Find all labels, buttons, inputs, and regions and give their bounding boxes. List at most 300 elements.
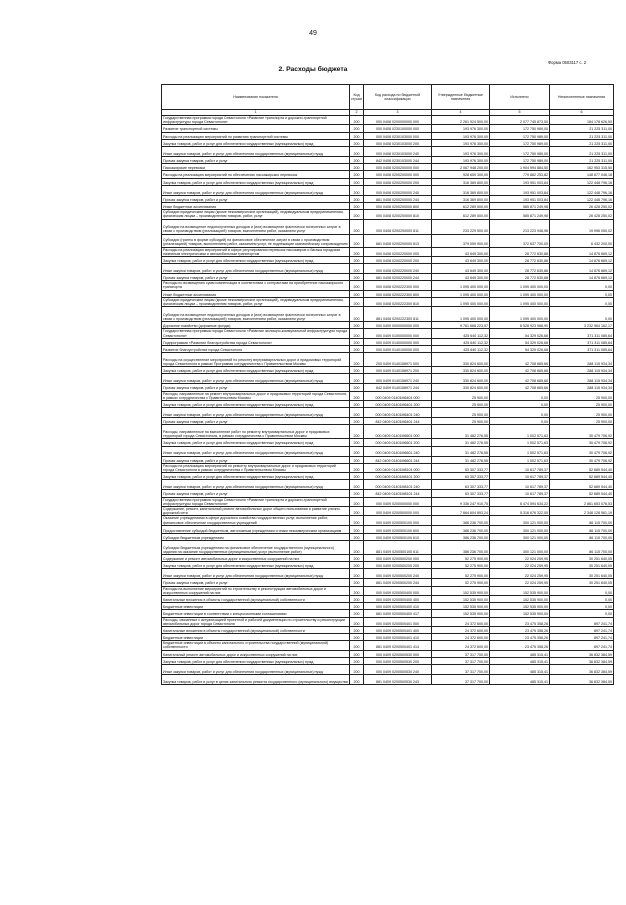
table-row <box>162 586 614 595</box>
row-line-code-cell: 200 <box>350 264 364 274</box>
row-line-code-cell: 200 <box>350 506 364 515</box>
row-classification-code-cell: 000 0408 0200200000 811 <box>364 219 432 234</box>
row-unexecuted-cell: 14 876 669,12 <box>550 264 614 274</box>
row-line-code-cell: 200 <box>350 408 364 418</box>
row-unexecuted-cell: 25 900,00 <box>550 391 614 400</box>
row-line-code-cell: 200 <box>350 202 364 209</box>
row-approved-cell: 63 307 333,77 <box>432 463 490 472</box>
row-executed-cell: 1 002 571,63 <box>490 425 550 439</box>
row-unexecuted-cell: 19 996 050,02 <box>550 219 614 234</box>
row-classification-code-cell: 000 0408 0200222300 810 <box>364 297 432 306</box>
row-line-code-cell: 200 <box>350 650 364 657</box>
row-line-code-cell: 200 <box>350 480 364 490</box>
table-row <box>162 579 614 586</box>
row-executed-cell: 0,00 <box>490 408 550 418</box>
row-name-cell: Иные закупки товаров, работ и услуг для обеспечения государственных (муниципальных) нужд <box>162 264 350 274</box>
table-row <box>162 178 614 185</box>
row-executed-cell: 54 329 026,68 <box>490 329 550 338</box>
row-name-cell: Закупка товаров, работ и услуг для обеспечения государственных (муниципальных) нужд <box>162 367 350 374</box>
row-unexecuted-cell: 26 428 250,02 <box>550 210 614 219</box>
table-row <box>162 554 614 561</box>
table-row <box>162 219 614 234</box>
row-executed-cell: 6 474 594 634,22 <box>490 497 550 506</box>
row-unexecuted-cell: 30 479 706,92 <box>550 425 614 439</box>
row-executed-cell: 1 095 400 000,00 <box>490 307 550 322</box>
row-unexecuted-cell: 52 689 544,40 <box>550 480 614 490</box>
row-classification-code-cell: 000 0409 0200500401 410 <box>364 634 432 641</box>
row-name-cell: Расходы по возмещению сумм компенсации в соответствии с контрактами на приобретение пассажирского транспорта <box>162 281 350 290</box>
row-unexecuted-cell: 371 311 085,64 <box>550 329 614 338</box>
row-name-cell: Расходы на выполнение мероприятий по строительству и реконструкции автомобильных дорог и искусственных сооружений на них <box>162 586 350 595</box>
row-line-code-cell: 200 <box>350 329 364 338</box>
row-line-code-cell: 200 <box>350 307 364 322</box>
row-approved-cell: 386 236 700,00 <box>432 525 490 533</box>
row-name-cell: Расходы на реализацию мероприятий по обеспечению пассажирских перевозок <box>162 171 350 178</box>
row-line-code-cell: 200 <box>350 297 364 306</box>
row-name-cell: Иные закупки товаров, работ и услуг для обеспечения государственных (муниципальных) нужд <box>162 408 350 418</box>
row-approved-cell: 612 289 500,00 <box>432 202 490 209</box>
row-classification-code-cell: 000 0408 0200200000 800 <box>364 202 432 209</box>
row-unexecuted-cell: 2 348 128 561,19 <box>550 506 614 515</box>
row-approved-cell: 52 275 900,00 <box>432 569 490 579</box>
row-approved-cell: 24 372 600,00 <box>432 641 490 650</box>
index-cell: 1 <box>162 110 350 116</box>
row-name-cell: Расходы на реализацию мероприятий по развитию транспортной системы <box>162 132 350 139</box>
row-classification-code-cell: 000 0409 01401M8101 240 <box>364 480 432 490</box>
row-classification-code-cell: 842 0409 01401M6401 244 <box>364 418 432 425</box>
row-approved-cell: 928 659 300,00 <box>432 171 490 178</box>
row-unexecuted-cell: 0,00 <box>550 586 614 595</box>
row-line-code-cell: 200 <box>350 497 364 506</box>
row-classification-code-cell: 842 0408 0230103000 244 <box>364 156 432 163</box>
table-row <box>162 307 614 322</box>
row-unexecuted-cell: 122 448 796,16 <box>550 185 614 195</box>
table-row <box>162 665 614 675</box>
row-executed-cell: 0,00 <box>490 401 550 408</box>
row-line-code-cell: 200 <box>350 490 364 497</box>
row-executed-cell: 23 475 358,26 <box>490 617 550 626</box>
row-approved-cell: 1 095 400 000,00 <box>432 297 490 306</box>
row-line-code-cell: 200 <box>350 290 364 297</box>
row-executed-cell: 193 951 003,84 <box>490 178 550 185</box>
row-line-code-cell: 200 <box>350 562 364 569</box>
row-line-code-cell: 200 <box>350 156 364 163</box>
table-row <box>162 425 614 439</box>
row-executed-cell: 10 617 789,37 <box>490 463 550 472</box>
row-line-code-cell: 200 <box>350 247 364 256</box>
row-unexecuted-cell: 26 428 250,02 <box>550 202 614 209</box>
row-name-cell: Прочая закупка товаров, работ и услуг <box>162 579 350 586</box>
row-approved-cell: 386 236 700,00 <box>432 516 490 525</box>
row-unexecuted-cell: 36 832 384,59 <box>550 675 614 685</box>
row-classification-code-cell: 000 0409 0200500400 000 <box>364 586 432 595</box>
row-classification-code-cell: 000 0409 0000000000 000 <box>364 322 432 329</box>
row-approved-cell: 152 535 900,00 <box>432 586 490 595</box>
table-row <box>162 264 614 274</box>
row-unexecuted-cell: 52 689 544,40 <box>550 490 614 497</box>
table-row <box>162 408 614 418</box>
row-executed-cell: 10 617 789,37 <box>490 480 550 490</box>
row-approved-cell: 152 535 900,00 <box>432 603 490 610</box>
row-line-code-cell: 200 <box>350 219 364 234</box>
row-unexecuted-cell: 25 900,00 <box>550 418 614 425</box>
row-line-code-cell: 200 <box>350 533 364 540</box>
row-classification-code-cell: 000 0409 0200500000 000 <box>364 506 432 515</box>
row-approved-cell: 316 369 800,00 <box>432 195 490 202</box>
header-classification-code: Код расхода по бюджетной классификации <box>364 85 432 110</box>
row-executed-cell: 0,00 <box>490 418 550 425</box>
row-name-cell: Закупка товаров, работ и услуг для обеспечения государственных (муниципальных) нужд <box>162 657 350 664</box>
row-line-code-cell: 200 <box>350 132 364 139</box>
row-name-cell: Субсидии (гранты в форме субсидий) на финансовое обеспечение затрат в связи с производством (реализацией) товаров, выполнением работ, оказанием услуг, не подлежащие казначейскому сопровождению <box>162 234 350 247</box>
table-row <box>162 367 614 374</box>
row-classification-code-cell: 881 0409 0200500400 417 <box>364 610 432 617</box>
table-row <box>162 346 614 353</box>
row-classification-code-cell: 881 0409 0200500401 414 <box>364 641 432 650</box>
row-unexecuted-cell: 162 953 315,50 <box>550 164 614 171</box>
header-approved: Утвержденные бюджетные назначения <box>432 85 490 110</box>
row-approved-cell: 25 900,00 <box>432 408 490 418</box>
row-name-cell: Закупка товаров, работ и услуг в целях капитального ремонта государственного (муниципального) имущества <box>162 675 350 685</box>
row-line-code-cell: 200 <box>350 425 364 439</box>
row-name-cell: Капитальные вложения в объекты государственной (муниципальной) собственности <box>162 626 350 633</box>
row-unexecuted-cell: 0,00 <box>550 610 614 617</box>
row-approved-cell: 1 095 400 000,00 <box>432 307 490 322</box>
table-header-row <box>162 85 614 110</box>
row-unexecuted-cell: 0,00 <box>550 595 614 602</box>
row-classification-code-cell: 000 0408 0200200000 200 <box>364 178 432 185</box>
table-row <box>162 525 614 533</box>
row-classification-code-cell: 000 0409 0200500100 600 <box>364 525 432 533</box>
table-row <box>162 195 614 202</box>
index-cell: 2 <box>350 110 364 116</box>
row-approved-cell: 37 317 700,00 <box>432 657 490 664</box>
row-line-code-cell: 200 <box>350 367 364 374</box>
row-executed-cell: 1 095 400 000,00 <box>490 297 550 306</box>
row-unexecuted-cell: 21 225 311,00 <box>550 125 614 132</box>
row-executed-cell: 485 315,41 <box>490 650 550 657</box>
row-classification-code-cell: 000 0408 0200200000 000 <box>364 171 432 178</box>
row-line-code-cell: 200 <box>350 353 364 367</box>
row-line-code-cell: 200 <box>350 626 364 633</box>
row-name-cell: Иные бюджетные ассигнования <box>162 202 350 209</box>
row-executed-cell: 485 315,41 <box>490 657 550 664</box>
row-unexecuted-cell: 3 232 964 162,17 <box>550 322 614 329</box>
row-executed-cell: 300 121 000,00 <box>490 525 550 533</box>
table-row <box>162 274 614 281</box>
row-approved-cell: 31 482 276,55 <box>432 446 490 456</box>
row-classification-code-cell: 000 0408 0200200000 240 <box>364 185 432 195</box>
row-classification-code-cell: 000 0409 01401M8101 000 <box>364 463 432 472</box>
row-name-cell: Закупка товаров, работ и услуг для обеспечения государственных (муниципальных) нужд <box>162 439 350 446</box>
row-executed-cell: 300 121 000,00 <box>490 533 550 540</box>
row-executed-cell: 152 535 900,00 <box>490 586 550 595</box>
row-unexecuted-cell: 30 479 706,92 <box>550 456 614 463</box>
row-unexecuted-cell: 0,00 <box>550 307 614 322</box>
row-unexecuted-cell: 36 832 384,59 <box>550 650 614 657</box>
row-line-code-cell: 200 <box>350 634 364 641</box>
row-classification-code-cell: 881 0408 0200222300 811 <box>364 307 432 322</box>
row-name-cell: Иные закупки товаров, работ и услуг для обеспечения государственных (муниципальных) нужд <box>162 146 350 156</box>
row-unexecuted-cell: 30 479 706,92 <box>550 446 614 456</box>
row-name-cell: Бюджетные инвестиции в соответствии с концессионными соглашениями <box>162 610 350 617</box>
row-approved-cell: 386 236 700,00 <box>432 540 490 554</box>
row-approved-cell: 386 236 700,00 <box>432 533 490 540</box>
row-name-cell: Прочая закупка товаров, работ и услуг <box>162 195 350 202</box>
row-approved-cell: 24 372 600,00 <box>432 626 490 633</box>
header-name: Наименование показателя <box>162 85 350 110</box>
row-line-code-cell: 200 <box>350 281 364 290</box>
index-cell: 4 <box>432 110 490 116</box>
row-approved-cell: 25 900,00 <box>432 391 490 400</box>
row-classification-code-cell: 000 0409 01401M8101 200 <box>364 473 432 480</box>
row-name-cell: Содержание, ремонт, капитальный ремонт автомобильных дорог общего пользования и развитие улично-дорожной сети <box>162 506 350 515</box>
row-line-code-cell: 200 <box>350 139 364 146</box>
row-approved-cell: 52 275 900,00 <box>432 554 490 561</box>
row-executed-cell: 1 002 571,63 <box>490 446 550 456</box>
row-classification-code-cell: 881 0409 0200500530 243 <box>364 675 432 685</box>
table-row <box>162 146 614 156</box>
row-name-cell: Дорожное хозяйство (дорожные фонды) <box>162 322 350 329</box>
row-classification-code-cell: 842 0409 0140158971 244 <box>364 384 432 391</box>
table-row <box>162 401 614 408</box>
row-name-cell: Иные закупки товаров, работ и услуг для обеспечения государственных (муниципальных) нужд <box>162 374 350 384</box>
row-classification-code-cell: 000 0409 0200000000 000 <box>364 497 432 506</box>
row-unexecuted-cell: 30 251 640,05 <box>550 562 614 569</box>
row-approved-cell: 330 824 600,00 <box>432 367 490 374</box>
row-executed-cell: 585 871 249,98 <box>490 202 550 209</box>
row-executed-cell: 152 535 900,00 <box>490 610 550 617</box>
row-approved-cell: 152 535 900,00 <box>432 595 490 602</box>
row-unexecuted-cell: 0,00 <box>550 290 614 297</box>
row-classification-code-cell: 881 0409 0200500100 611 <box>364 540 432 554</box>
row-line-code-cell: 200 <box>350 418 364 425</box>
table-row <box>162 473 614 480</box>
row-classification-code-cell: 000 0409 0140158971 240 <box>364 374 432 384</box>
row-line-code-cell: 200 <box>350 603 364 610</box>
row-classification-code-cell: 000 0409 0200500401 400 <box>364 626 432 633</box>
row-executed-cell: 193 951 003,84 <box>490 185 550 195</box>
table-row <box>162 185 614 195</box>
row-unexecuted-cell: 86 115 700,00 <box>550 516 614 525</box>
row-approved-cell: 425 640 112,32 <box>432 338 490 345</box>
row-unexecuted-cell: 288 115 934,34 <box>550 367 614 374</box>
row-executed-cell: 1 904 994 884,50 <box>490 164 550 171</box>
row-name-cell: Прочая закупка товаров, работ и услуг <box>162 156 350 163</box>
row-approved-cell: 37 317 700,00 <box>432 650 490 657</box>
row-name-cell: Содержание и ремонт автомобильных дорог и искусственных сооружений на них <box>162 554 350 561</box>
row-name-cell: Государственная программа города Севастополя «Развитие жилищно-коммунальной инфраструктуры города Севастополя» <box>162 329 350 338</box>
row-approved-cell: 43 649 300,00 <box>432 247 490 256</box>
row-executed-cell: 42 708 665,66 <box>490 353 550 367</box>
row-line-code-cell: 200 <box>350 463 364 472</box>
table-row <box>162 156 614 163</box>
row-unexecuted-cell: 371 311 085,64 <box>550 338 614 345</box>
row-executed-cell: 10 617 789,37 <box>490 490 550 497</box>
row-classification-code-cell: 000 0409 0100000000 000 <box>364 329 432 338</box>
row-classification-code-cell: 881 0409 0200500200 244 <box>364 579 432 586</box>
row-line-code-cell: 200 <box>350 322 364 329</box>
row-executed-cell: 28 772 630,88 <box>490 264 550 274</box>
table-row <box>162 256 614 263</box>
row-approved-cell: 425 640 112,32 <box>432 329 490 338</box>
row-executed-cell: 23 475 358,26 <box>490 641 550 650</box>
row-unexecuted-cell: 0,00 <box>550 281 614 290</box>
row-executed-cell: 152 535 900,00 <box>490 595 550 602</box>
row-name-cell: Иные закупки товаров, работ и услуг для обеспечения государственных (муниципальных) нужд <box>162 665 350 675</box>
row-name-cell: Государственная программа города Севастополя «Развитие транспорта и дорожно-транспортной инфраструктуры города Севастополя» <box>162 116 350 125</box>
row-classification-code-cell: 000 0409 01401M6601 200 <box>364 439 432 446</box>
row-unexecuted-cell: 36 832 384,59 <box>550 665 614 675</box>
row-unexecuted-cell: 6 432 200,00 <box>550 234 614 247</box>
row-executed-cell: 28 772 630,88 <box>490 274 550 281</box>
row-name-cell: Развитие транспортной системы <box>162 125 350 132</box>
row-classification-code-cell: 000 0408 0230103000 200 <box>364 139 432 146</box>
row-executed-cell: 152 535 900,00 <box>490 603 550 610</box>
table-row <box>162 322 614 329</box>
row-unexecuted-cell: 86 115 700,00 <box>550 533 614 540</box>
row-approved-cell: 63 307 333,77 <box>432 490 490 497</box>
table-row <box>162 116 614 125</box>
row-line-code-cell: 200 <box>350 185 364 195</box>
row-classification-code-cell: 000 0409 0200500530 000 <box>364 650 432 657</box>
row-name-cell: Капитальные вложения в объекты государственной (муниципальной) собственности <box>162 595 350 602</box>
row-classification-code-cell: 000 0408 0230103000 240 <box>364 146 432 156</box>
row-name-cell: Расходы, связанные с актуализацией проектной и рабочей документации по строительству и реконструкции автомобильных дорог города Севастополя <box>162 617 350 626</box>
table-row <box>162 562 614 569</box>
row-name-cell: Субсидии бюджетным учреждениям на финансовое обеспечение государственного (муниципального) задания на оказание государственных (муниципальных) услуг (выполнение работ) <box>162 540 350 554</box>
table-row <box>162 125 614 132</box>
row-executed-cell: 1 095 400 000,00 <box>490 281 550 290</box>
row-line-code-cell: 200 <box>350 125 364 132</box>
row-name-cell: Закупка товаров, работ и услуг для обеспечения государственных (муниципальных) нужд <box>162 178 350 185</box>
row-executed-cell: 585 871 249,98 <box>490 210 550 219</box>
table-row <box>162 164 614 171</box>
row-executed-cell: 22 024 259,95 <box>490 554 550 561</box>
row-classification-code-cell: 000 0409 0200500200 000 <box>364 554 432 561</box>
row-unexecuted-cell: 14 876 669,12 <box>550 256 614 263</box>
row-classification-code-cell: 000 0408 0200220000 240 <box>364 264 432 274</box>
table-row <box>162 329 614 338</box>
table-row <box>162 506 614 515</box>
row-executed-cell: 172 750 989,00 <box>490 156 550 163</box>
row-line-code-cell: 200 <box>350 346 364 353</box>
row-approved-cell: 52 275 900,00 <box>432 562 490 569</box>
row-name-cell: Закупка товаров, работ и услуг для обеспечения государственных (муниципальных) нужд <box>162 401 350 408</box>
row-classification-code-cell: 000 0408 0200222300 000 <box>364 281 432 290</box>
row-approved-cell: 43 649 300,00 <box>432 264 490 274</box>
row-line-code-cell: 200 <box>350 516 364 525</box>
row-executed-cell: 5 316 676 322,05 <box>490 506 550 515</box>
table-row <box>162 675 614 685</box>
table-row <box>162 634 614 641</box>
row-approved-cell: 193 976 300,00 <box>432 139 490 146</box>
row-unexecuted-cell: 21 225 311,00 <box>550 139 614 146</box>
row-name-cell: Прочая закупка товаров, работ и услуг <box>162 384 350 391</box>
row-classification-code-cell: 000 0408 0230100000 000 <box>364 125 432 132</box>
row-name-cell: Бюджетные инвестиции <box>162 603 350 610</box>
row-executed-cell: 1 002 571,63 <box>490 456 550 463</box>
row-approved-cell: 330 824 600,00 <box>432 384 490 391</box>
index-cell: 3 <box>364 110 432 116</box>
row-unexecuted-cell: 14 876 669,12 <box>550 247 614 256</box>
row-approved-cell: 43 649 300,00 <box>432 256 490 263</box>
row-unexecuted-cell: 86 115 700,00 <box>550 525 614 533</box>
row-line-code-cell: 200 <box>350 579 364 586</box>
row-name-cell: Расходы на реализацию мероприятий по ремонту внутриквартальных дорог и придомовых территорий города Севастополя в рамках сотрудничества с Правительством Москвы <box>162 463 350 472</box>
row-unexecuted-cell: 288 115 934,34 <box>550 384 614 391</box>
row-classification-code-cell: 000 0409 01401M6601 000 <box>364 425 432 439</box>
row-executed-cell: 22 024 259,95 <box>490 569 550 579</box>
header-unexecuted: Неисполненные назначения <box>550 85 614 110</box>
row-executed-cell: 22 024 259,95 <box>490 579 550 586</box>
row-approved-cell: 63 307 333,77 <box>432 480 490 490</box>
row-executed-cell: 2 077 745 873,50 <box>490 116 550 125</box>
table-body <box>162 116 614 685</box>
row-executed-cell: 172 750 989,00 <box>490 139 550 146</box>
row-unexecuted-cell: 21 225 311,00 <box>550 146 614 156</box>
row-approved-cell: 316 369 800,00 <box>432 185 490 195</box>
row-executed-cell: 28 772 630,88 <box>490 256 550 263</box>
row-approved-cell: 330 824 600,00 <box>432 353 490 367</box>
row-approved-cell: 425 640 112,32 <box>432 346 490 353</box>
row-line-code-cell: 200 <box>350 446 364 456</box>
row-classification-code-cell: 881 0408 0200200000 244 <box>364 195 432 202</box>
row-approved-cell: 193 976 300,00 <box>432 125 490 132</box>
row-name-cell: Субсидии юридическим лицам (кроме некоммерческих организаций), индивидуальным предпринимателям, физическим лицам – производителям товаров, работ, услуг <box>162 210 350 219</box>
row-unexecuted-cell: 25 900,00 <box>550 408 614 418</box>
row-classification-code-cell: 000 0409 0140000000 000 <box>364 338 432 345</box>
row-line-code-cell: 200 <box>350 391 364 400</box>
row-name-cell: Субсидии на возмещение недополученных доходов и (или) возмещение фактически понесенных затрат в связи с производством (реализацией) товаров, выполнением работ, оказанием услуг <box>162 219 350 234</box>
row-executed-cell: 1 002 571,63 <box>490 439 550 446</box>
table-row <box>162 391 614 400</box>
row-line-code-cell: 200 <box>350 665 364 675</box>
row-executed-cell: 1 095 400 000,00 <box>490 290 550 297</box>
row-unexecuted-cell: 0,00 <box>550 603 614 610</box>
row-approved-cell: 612 289 500,00 <box>432 210 490 219</box>
row-executed-cell: 193 951 003,84 <box>490 195 550 202</box>
table-row <box>162 132 614 139</box>
row-name-cell: Иные закупки товаров, работ и услуг для обеспечения государственных (муниципальных) нужд <box>162 480 350 490</box>
row-line-code-cell: 200 <box>350 171 364 178</box>
row-line-code-cell: 200 <box>350 610 364 617</box>
row-executed-cell: 54 329 026,68 <box>490 338 550 345</box>
table-row <box>162 384 614 391</box>
row-line-code-cell: 200 <box>350 374 364 384</box>
row-name-cell: Предоставление субсидий бюджетным, автономным учреждениям и иным некоммерческим организациям <box>162 525 350 533</box>
row-line-code-cell: 200 <box>350 641 364 650</box>
form-label: Форма 0503117 с. 2 <box>548 60 587 65</box>
table-row <box>162 446 614 456</box>
row-classification-code-cell: 881 0408 0200200000 813 <box>364 234 432 247</box>
row-name-cell: Субсидии юридическим лицам (кроме некоммерческих организаций), индивидуальным предпринимателям, физическим лицам – производителям товаров, работ, услуг <box>162 297 350 306</box>
row-approved-cell: 52 275 900,00 <box>432 579 490 586</box>
row-name-cell: Расходы на осуществление мероприятий по ремонту внутриквартальных дорог и придомовых территорий города Севастополя в рамках Программы сотрудничества с Правительством Москвы <box>162 353 350 367</box>
table-row <box>162 641 614 650</box>
row-executed-cell: 28 772 630,88 <box>490 247 550 256</box>
row-classification-code-cell: 000 0409 0200500400 400 <box>364 595 432 602</box>
row-approved-cell: 31 482 276,55 <box>432 425 490 439</box>
row-classification-code-cell: 000 0408 0200000000 000 <box>364 116 432 125</box>
row-name-cell: Расходы на реализацию мероприятий в сфере регулирования перевозок пассажиров и багажа городским наземным электрическим и автомобильным транспортом <box>162 247 350 256</box>
row-classification-code-cell: 000 0409 0200500200 200 <box>364 562 432 569</box>
row-approved-cell: 25 900,00 <box>432 401 490 408</box>
row-unexecuted-cell: 30 251 640,05 <box>550 579 614 586</box>
row-approved-cell: 63 307 333,77 <box>432 473 490 480</box>
row-name-cell: Бюджетные инвестиции в объекты капитального строительства государственной (муниципальной) собственности <box>162 641 350 650</box>
row-line-code-cell: 200 <box>350 256 364 263</box>
